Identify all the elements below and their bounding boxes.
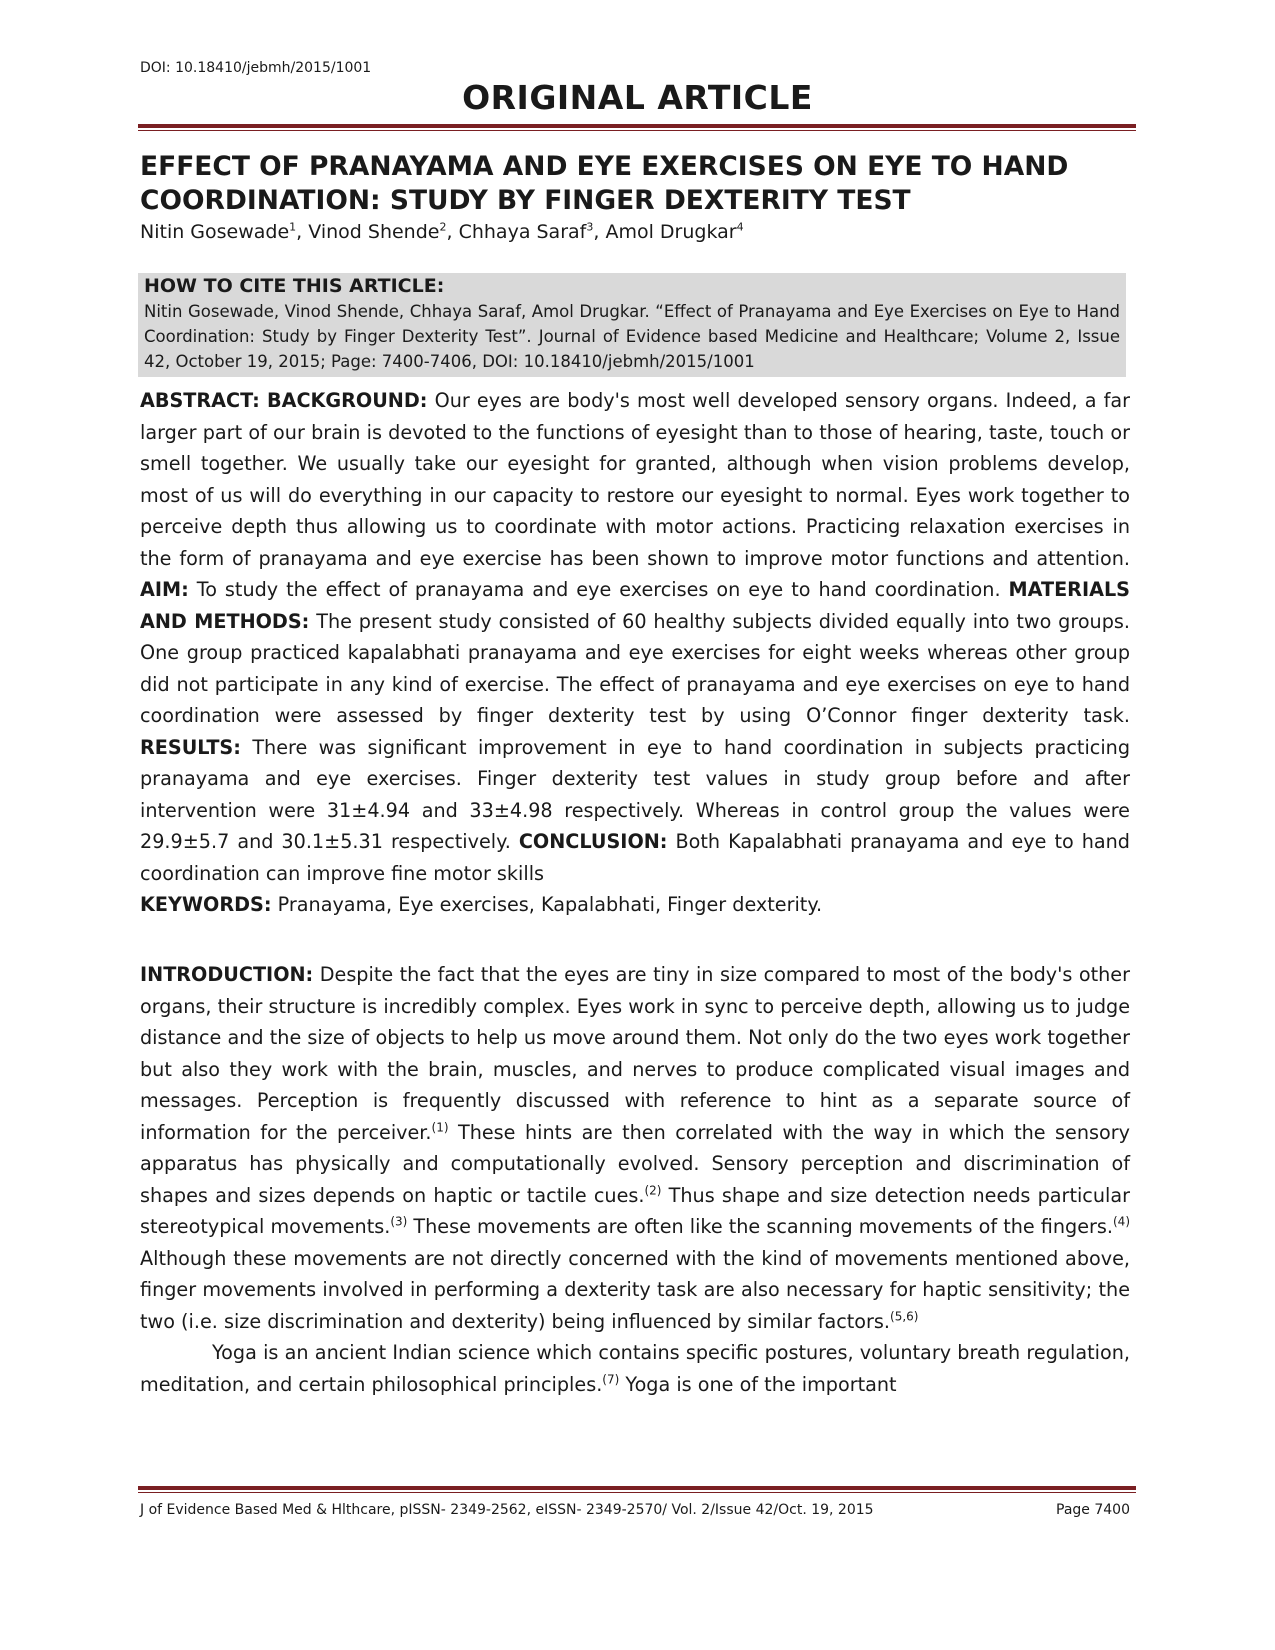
introduction-block bbox=[140, 959, 1130, 1400]
author: Nitin Gosewade$^1$, bbox=[140, 221, 309, 244]
citation-box bbox=[138, 273, 1126, 377]
page-footer bbox=[140, 1502, 1130, 1518]
citation-text: Nitin Gosewade, Vinod Shende, Chhaya Saraf, Amol Drugkar. “Effect of Pranayama and Eye Exercises on Eye to Hand Coordination: Study by Finger Dexterity Test”. Journal of Evidence based Medicine and Healthcare; Volume 2, Issue 42, October 19, 2015; Page: 7400-7406, DOI: 10.18410/jebmh/2015/1001 bbox=[144, 302, 1120, 371]
citation-ref: (2) bbox=[644, 1183, 662, 1198]
keywords-line: KEYWORDS: Pranayama, Eye exercises, Kapalabhati, Finger dexterity. bbox=[140, 893, 823, 916]
header-divider bbox=[138, 124, 1136, 131]
page-number: Page 7400 bbox=[1056, 1502, 1130, 1518]
author: Amol Drugkar$^4$ bbox=[605, 221, 744, 244]
section-label: ORIGINAL ARTICLE bbox=[462, 78, 813, 117]
author: Chhaya Saraf$^3$, bbox=[458, 221, 606, 244]
footer-divider bbox=[138, 1486, 1136, 1493]
author-list bbox=[140, 221, 744, 243]
citation-heading: HOW TO CITE THIS ARTICLE: bbox=[144, 275, 445, 297]
intro-paragraph: Yoga is an ancient Indian science which contains specific postures, voluntary breath regulation, meditation, and certain philosophical principles.$^{(7)}$ Yoga is one of the important bbox=[140, 1341, 1130, 1396]
author: Vinod Shende$^2$, bbox=[308, 221, 459, 244]
citation-ref: (7) bbox=[602, 1372, 620, 1387]
article-title: EFFECT OF PRANAYAMA AND EYE EXERCISES ON EYE TO HAND COORDINATION: STUDY BY FINGER DEXTERITY TEST bbox=[140, 151, 1069, 216]
abstract-paragraph: ABSTRACT: BACKGROUND: Our eyes are body's most well developed sensory organs. Indeed, a far larger part of our brain is devoted to the functions of eyesight than to those of hearing, taste, touch or smell together. We usually take our eyesight for granted, although when vision problems develop, most of us will do everything in our capacity to restore our eyesight to normal. Eyes work together to perceive depth thus allowing us to coordinate with motor actions. Practicing relaxation exercises in the form of pranayama and eye exercise has been shown to improve motor functions and attention. AIM: To study the effect of pranayama and eye exercises on eye to hand coordination. MATERIALS AND METHODS: The present study consisted of 60 healthy subjects divided equally into two groups. One group practiced kapalabhati pranayama and eye exercises for eight weeks whereas other group did not participate in any kind of exercise. The effect of pranayama and eye exercises on eye to hand coordination were assessed by finger dexterity test by using O’Connor finger dexterity task. RESULTS: There was significant improvement in eye to hand coordination in subjects practicing pranayama and eye exercises. Finger dexterity test values in study group before and after intervention were 31±4.94 and 33±4.98 respectively. Whereas in control group the values were 29.9±5.7 and 30.1±5.31 respectively. CONCLUSION: Both Kapalabhati pranayama and eye to hand coordination can improve fine motor skills bbox=[140, 389, 1131, 885]
citation-ref: (1) bbox=[431, 1120, 449, 1135]
intro-paragraph: INTRODUCTION: Despite the fact that the eyes are tiny in size compared to most of the body's other organs, their structure is incredibly complex. Eyes work in sync to perceive depth, allowing us to judge distance and the size of objects to help us move around them. Not only do the two eyes work together but also they work with the brain, muscles, and nerves to produce complicated visual images and messages. Perception is frequently discussed with reference to hint as a separate source of information for the perceiver.$^{(1)}$ These hints are then correlated with the way in which the sensory apparatus has physically and computationally evolved. Sensory perception and discrimination of shapes and sizes depends on haptic or tactile cues.$^{(2)}$ Thus shape and size detection needs particular stereotypical movements.$^{(3)}$ These movements are often like the scanning movements of the fingers.$^{(4)}$ Although these movements are not directly concerned with the kind of movements mentioned above, finger movements involved in performing a dexterity task are also necessary for haptic sensitivity; the two (i.e. size discrimination and dexterity) being influenced by similar factors.$^{(5,6)}$ bbox=[140, 963, 1130, 1333]
footer-journal: J of Evidence Based Med & Hlthcare, pISSN- 2349-2562, eISSN- 2349-2570/ Vol. 2/Issue 42/Oct. 19, 2015 bbox=[140, 1502, 874, 1518]
abstract-block bbox=[140, 385, 1130, 921]
citation-ref: (4) bbox=[1113, 1214, 1130, 1229]
citation-ref: (3) bbox=[390, 1214, 408, 1229]
doi-line: DOI: 10.18410/jebmh/2015/1001 bbox=[140, 60, 372, 76]
citation-ref: (5,6) bbox=[890, 1309, 919, 1324]
